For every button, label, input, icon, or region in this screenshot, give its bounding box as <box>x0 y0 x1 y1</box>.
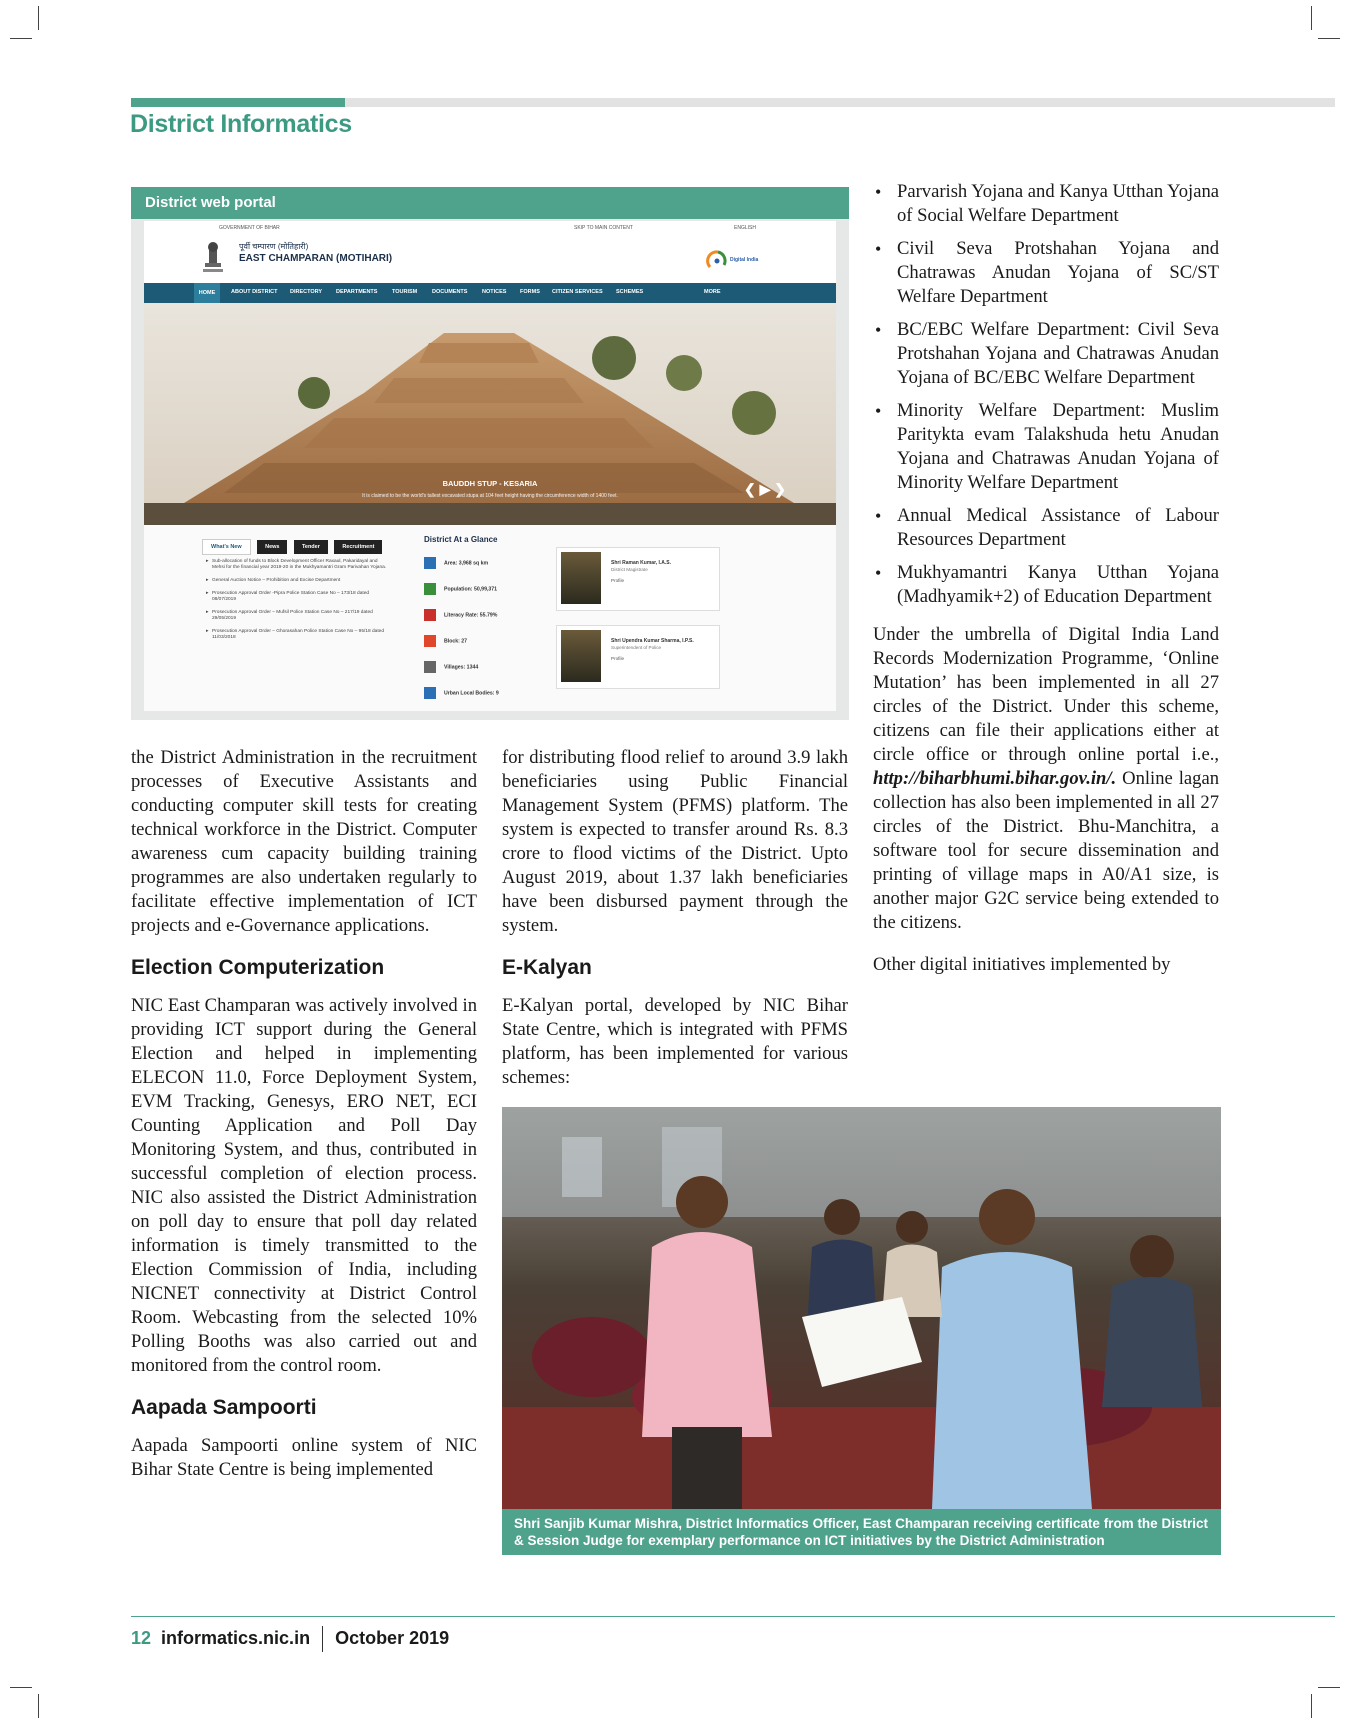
literacy-icon <box>424 609 436 621</box>
area-icon <box>424 557 436 569</box>
text-column-2 <box>502 746 848 1108</box>
glance-title: District At a Glance <box>424 535 498 544</box>
officer-name: Shri Upendra Kumar Sharma, I.P.S. <box>611 638 694 644</box>
officer-name: Shri Raman Kumar, I.A.S. <box>611 560 672 566</box>
list-item: • Mukhyamantri Kanya Utthan Yojana (Madhyamik+2) of Education Department <box>897 561 1219 609</box>
nav-home[interactable]: HOME <box>194 283 220 303</box>
crop-mark <box>1318 38 1340 39</box>
profile-link[interactable]: Profile <box>611 656 625 661</box>
footer-divider <box>322 1626 323 1652</box>
list-item: • Parvarish Yojana and Kanya Utthan Yojana of Social Welfare Department <box>897 180 1219 228</box>
award-photo-figure <box>502 1107 1221 1555</box>
nav-schemes[interactable]: SCHEMES <box>616 289 644 295</box>
list-item: • Minority Welfare Department: Muslim Paritykta evam Talakshuda hetu Anudan Yojana and Chatrawas Anudan Yojana of Minority Welfare Department <box>897 399 1219 495</box>
list-item: • BC/EBC Welfare Department: Civil Seva Protshahan Yojana and Chatrawas Anudan Yojana of BC/EBC Welfare Department <box>897 318 1219 390</box>
glance-value: Block: 27 <box>444 638 468 645</box>
footer-date: October 2019 <box>335 1627 450 1648</box>
paragraph: NIC East Champaran was actively involved in providing ICT support during the General Election and helped in implementing ELECON 11.0, Force Deployment System, EVM Tracking, Genesys, ERO NET, ECI Counting Application and Poll Day Monitoring System, and thus, contributed in successful completion of election process. NIC also assisted the District Administration on poll day to ensure that poll day related information is timely transmitted to the Election Commission of India, including NICNET connectivity at District Control Room. Webcasting from the selected 10% Polling Booths was also carried out and monitored from the control room. <box>131 995 477 1376</box>
tab-whats-new[interactable]: What's New <box>202 539 251 555</box>
heading-aapada-sampoorti: Aapada Sampoorti <box>131 1396 317 1419</box>
glance-value: Urban Local Bodies: 9 <box>444 690 499 697</box>
tab-news[interactable]: News <box>257 540 287 554</box>
footer-site[interactable]: informatics.nic.in <box>161 1627 311 1648</box>
gov-label: GOVERNMENT OF BIHAR <box>219 225 280 231</box>
nav-about-district[interactable]: ABOUT DISTRICT <box>231 289 278 295</box>
list-item[interactable]: ▸ Prosecution Approval Order -Pipra Police Station Case No – 173/18 dated 08/07/2019 <box>206 591 391 603</box>
list-item[interactable]: ▸ Prosecution Approval Order – Ghorasahan Police Station Case No – 95/18 dated 11/03/2018 <box>206 629 391 641</box>
glance-block <box>424 635 467 647</box>
list-item[interactable]: ▸ Prosecution Approval Order – Mufsil Police Station Case No – 217/19 dated 29/05/2019 <box>206 610 391 622</box>
officer-card[interactable] <box>556 547 720 611</box>
photo-illustration <box>502 1107 1221 1509</box>
avatar <box>561 552 601 604</box>
glance-value: Literacy Rate: 55.79% <box>444 612 498 619</box>
avatar <box>561 630 601 682</box>
scheme-list <box>873 180 1219 609</box>
paragraph <box>873 623 1219 935</box>
figure-caption: Shri Sanjib Kumar Mishra, District Informatics Officer, East Champaran receiving certificate from the District & Session Judge for exemplary performance on ICT initiatives by the District Administration <box>502 1509 1221 1555</box>
text-column-3 <box>873 180 1219 995</box>
nav-tourism[interactable]: TOURISM <box>392 289 418 295</box>
crop-mark <box>10 1687 32 1688</box>
paragraph: Other digital initiatives implemented by <box>873 954 1171 975</box>
glance-value: Area: 3,968 sq km <box>444 560 489 567</box>
text-column-1 <box>131 746 477 1500</box>
portal-topbar <box>144 221 836 235</box>
portal-lower-section <box>144 525 836 711</box>
list-item: • Civil Seva Protshahan Yojana and Chatrawas Anudan Yojana of SC/ST Welfare Department <box>897 237 1219 309</box>
nav-notices[interactable]: NOTICES <box>482 289 507 295</box>
header-rule <box>345 98 1335 107</box>
header-accent-bar <box>131 98 345 107</box>
hero-title: BAUDDH STUP - KESARIA <box>442 479 538 488</box>
page-footer <box>131 1626 449 1652</box>
glance-value: Population: 50,99,371 <box>444 586 498 593</box>
urban-icon <box>424 687 436 699</box>
biharbhumi-link[interactable]: http://biharbhumi.bihar.gov.in/. <box>873 768 1117 789</box>
stupa-photo <box>144 303 836 525</box>
villages-icon <box>424 661 436 673</box>
carousel-controls-icon[interactable]: ❮ ▶ ❯ <box>744 481 787 497</box>
hero-banner <box>144 303 836 525</box>
crop-mark <box>1311 6 1312 30</box>
page-number: 12 <box>131 1627 152 1648</box>
portal-nav <box>144 283 836 303</box>
footer-rule <box>131 1616 1335 1617</box>
glance-population <box>424 583 497 595</box>
glance-value: Villages: 1344 <box>444 664 479 671</box>
site-name: EAST CHAMPARAN (MOTIHARI) <box>239 253 393 264</box>
tab-tender[interactable]: Tender <box>294 540 328 554</box>
nav-documents[interactable]: DOCUMENTS <box>432 289 468 295</box>
crop-mark <box>38 1694 39 1718</box>
figure-caption: District web portal <box>131 187 849 219</box>
digital-india-label: Digital India <box>730 257 759 263</box>
crop-mark <box>1318 1687 1340 1688</box>
paragraph: E-Kalyan portal, developed by NIC Bihar State Centre, which is integrated with PFMS platform, has been implemented for various schemes: <box>502 995 848 1088</box>
nav-citizen-services[interactable]: CITIZEN SERVICES <box>552 289 603 295</box>
paragraph: the District Administration in the recruitment processes of Executive Assistants and conducting computer skill tests for creating technical workforce in the District. Computer awareness cum capacity building training programmes are also undertaken regularly to facilitate effective implementation of ICT projects and e-Governance applications. <box>131 747 477 936</box>
event-photo <box>502 1107 1221 1509</box>
web-portal-figure <box>131 187 849 720</box>
nav-more[interactable]: MORE <box>704 289 721 295</box>
glance-villages <box>424 661 478 673</box>
language-link[interactable]: ENGLISH <box>734 225 756 231</box>
crop-mark <box>38 6 39 30</box>
nav-departments[interactable]: DEPARTMENTS <box>336 289 378 295</box>
profile-link[interactable]: Profile <box>611 578 625 583</box>
news-tabs <box>202 535 384 555</box>
heading-e-kalyan: E-Kalyan <box>502 956 592 979</box>
glance-area <box>424 557 488 569</box>
officer-role: Superintendent of Police <box>611 645 662 650</box>
hero-subtitle: It is claimed to be the world's tallest excavated stupa at 104 feet height having the circumference width of 1400 feet. <box>362 493 618 499</box>
portal-screenshot <box>144 221 836 711</box>
list-item[interactable]: ▸ General Auction Notice – Prohibition and Excise Department <box>206 578 391 584</box>
nav-directory[interactable]: DIRECTORY <box>290 289 323 295</box>
glance-literacy <box>424 609 497 621</box>
section-title: District Informatics <box>130 110 352 138</box>
crop-mark <box>10 38 32 39</box>
paragraph: for distributing flood relief to around 3.9 lakh beneficiaries using Public Financial Management System (PFMS) platform. The system is expected to transfer around Rs. 8.3 crore to flood victims of the District. Upto August 2019, about 1.37 lakh beneficiaries have been disbursed payment through the system. <box>502 747 848 936</box>
nav-forms[interactable]: FORMS <box>520 289 540 295</box>
text-span: Under the umbrella of Digital India Land Records Modernization Programme, ‘Online Mutation’ has been implemented in all 27 circles of the District. Under this scheme, citizens can file their applications either at circle office or through online portal i.e., <box>873 624 1219 765</box>
paragraph: Aapada Sampoorti online system of NIC Bihar State Centre is being implemented <box>131 1435 477 1480</box>
crop-mark <box>1311 1694 1312 1718</box>
officer-role: District Magistrate <box>611 567 648 572</box>
population-icon <box>424 583 436 595</box>
emblem-icon <box>199 241 227 275</box>
heading-election-computerization: Election Computerization <box>131 956 385 979</box>
whats-new-list <box>206 559 391 648</box>
tab-recruitment[interactable]: Recruitment <box>334 540 382 554</box>
list-item[interactable]: ▸ Sub-allocation of funds to Block Development Officer Raxaul, Pakaridayal and Mehsi for the financial year 2019-20 in the Mukhyamantri Gram Parivahan Yojana. <box>206 559 391 571</box>
list-item: • Annual Medical Assistance of Labour Resources Department <box>897 504 1219 552</box>
site-name-hindi: पूर्वी चम्पारण (मोतिहारी) <box>239 242 309 251</box>
skip-link[interactable]: SKIP TO MAIN CONTENT <box>574 225 633 231</box>
text-span: Online lagan collection has also been implemented in all 27 circles of the District. Bhu-Manchitra, a software tool for secure dissemination and printing of village maps in A0/A1 size, is another major G2C service being extended to the citizens. <box>873 768 1219 933</box>
block-icon <box>424 635 436 647</box>
officer-card[interactable] <box>556 625 720 689</box>
glance-urban-bodies <box>424 687 499 699</box>
